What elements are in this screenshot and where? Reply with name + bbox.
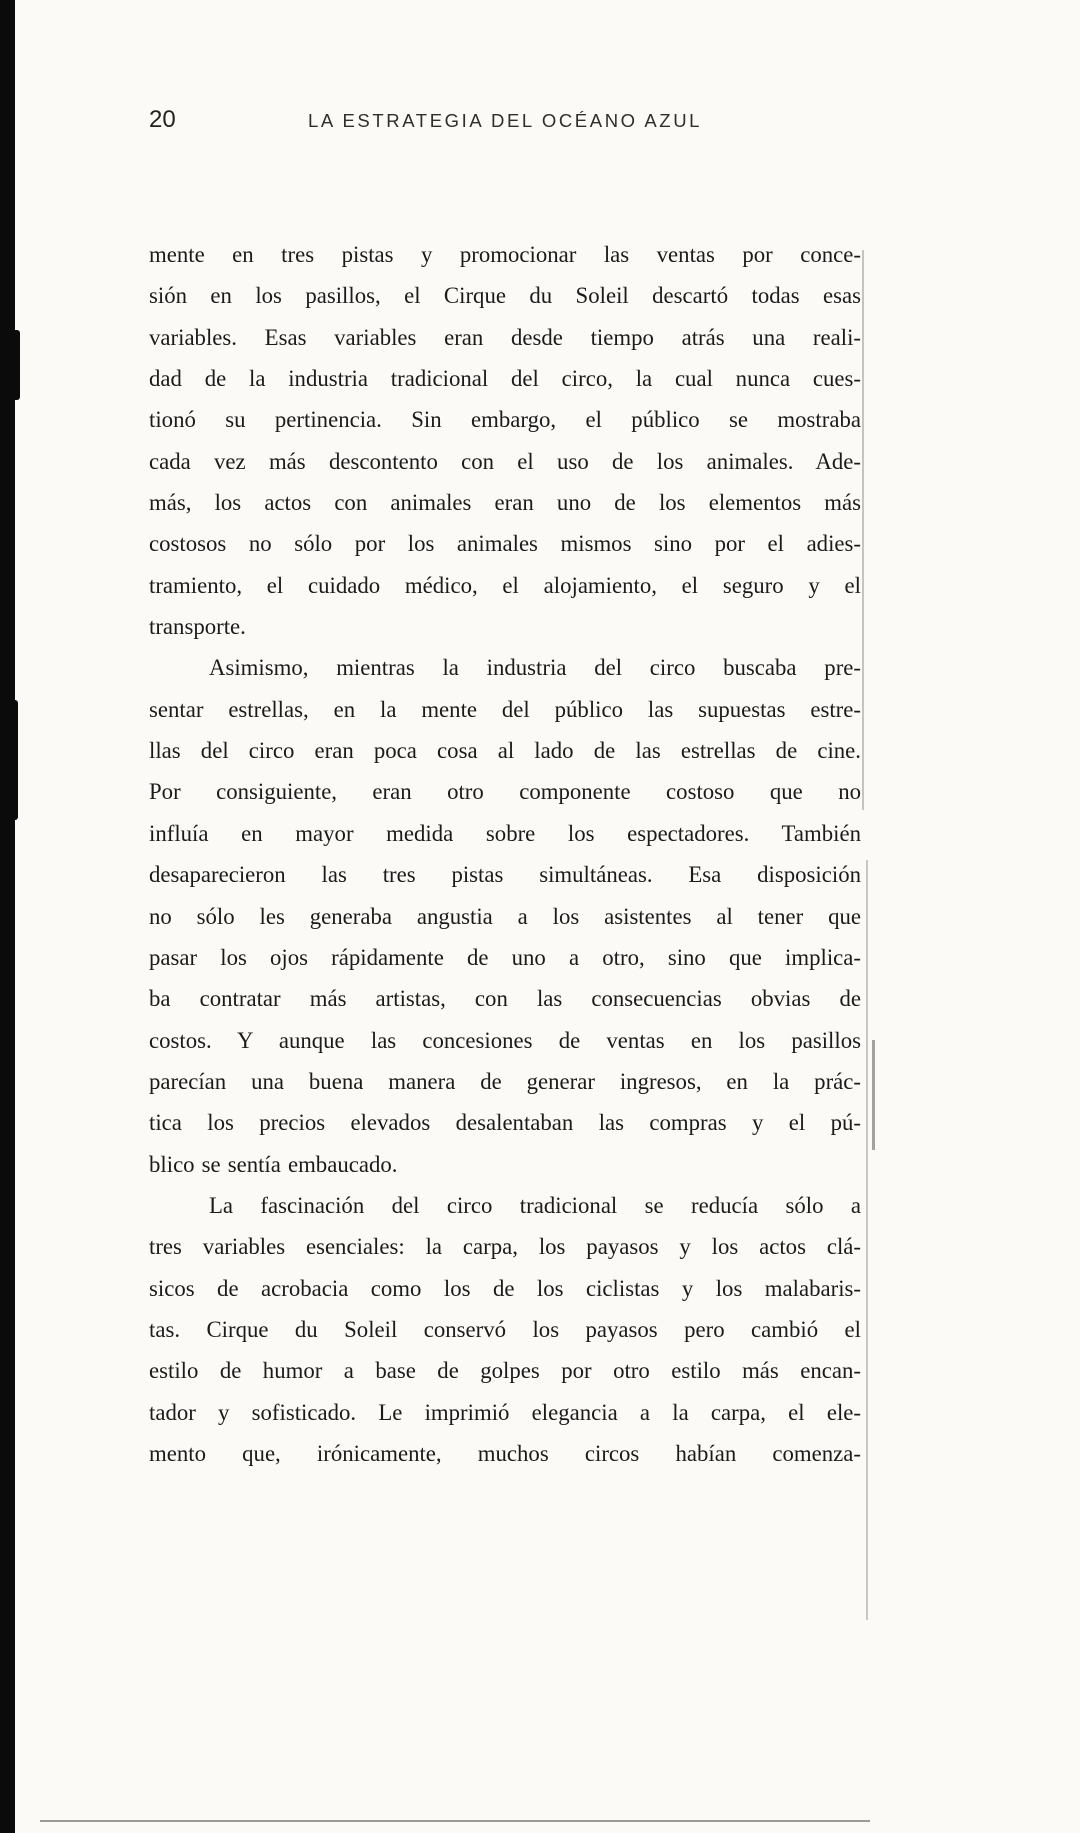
body-text (149, 234, 861, 1474)
scan-artifact-right (872, 1040, 875, 1150)
left-gutter-shadow (0, 0, 15, 1833)
text-line: ba contratar más artistas, con las consecuencias obvias de (149, 986, 861, 1012)
page-header-row (149, 106, 861, 136)
text-line: tionó su pertinencia. Sin embargo, el público se mostraba (149, 407, 861, 433)
text-line: dad de la industria tradicional del circo, la cual nunca cues- (149, 366, 861, 392)
text-line: desaparecieron las tres pistas simultáneas. Esa disposición (149, 862, 861, 888)
page-number: 20 (149, 106, 176, 133)
text-line: sicos de acrobacia como los de los ciclistas y los malabaris- (149, 1275, 861, 1301)
scan-artifact-right (862, 250, 864, 810)
running-header: LA ESTRATEGIA DEL OCÉANO AZUL (307, 110, 703, 131)
text-line: mento que, irónicamente, muchos circos habían comenza- (149, 1440, 861, 1466)
text-line: pasar los ojos rápidamente de uno a otro, sino que implica- (149, 944, 861, 970)
text-line: variables. Esas variables eran desde tiempo atrás una reali- (149, 324, 861, 350)
text-line: tica los precios elevados desalentaban las compras y el pú- (149, 1110, 861, 1136)
text-line: transporte. (149, 614, 246, 640)
text-line: cada vez más descontento con el uso de los animales. Ade- (149, 448, 861, 474)
text-line: blico se sentía embaucado. (149, 1151, 398, 1177)
paragraph (149, 1185, 861, 1474)
text-line: costos. Y aunque las concesiones de ventas en los pasillos (149, 1027, 861, 1053)
text-line: estilo de humor a base de golpes por otro estilo más encan- (149, 1358, 861, 1384)
text-line: La fascinación del circo tradicional se reducía sólo a (209, 1192, 861, 1218)
text-line: mente en tres pistas y promocionar las ventas por conce- (149, 242, 861, 267)
paragraph (149, 234, 861, 647)
scan-artifact-right (866, 860, 868, 1620)
text-line: sentar estrellas, en la mente del público las supuestas estre- (149, 696, 861, 722)
text-line: costosos no sólo por los animales mismos sino por el adies- (149, 531, 861, 557)
scan-artifact-left (0, 700, 18, 820)
text-line: no sólo les generaba angustia a los asistentes al tener que (149, 903, 861, 929)
text-line: llas del circo eran poca cosa al lado de las estrellas de cine. (149, 738, 861, 764)
text-line: Por consiguiente, eran otro componente costoso que no (149, 779, 861, 805)
paragraph (149, 647, 861, 1184)
text-line: tres variables esenciales: la carpa, los payasos y los actos clá- (149, 1234, 861, 1260)
scan-artifact-bottom (40, 1820, 870, 1822)
text-line: más, los actos con animales eran uno de los elementos más (149, 490, 861, 516)
text-line: parecían una buena manera de generar ingresos, en la prác- (149, 1068, 861, 1094)
text-line: sión en los pasillos, el Cirque du Soleil descartó todas esas (149, 283, 861, 309)
text-line: tador y sofisticado. Le imprimió elegancia a la carpa, el ele- (149, 1399, 861, 1425)
text-line: Asimismo, mientras la industria del circo buscaba pre- (209, 655, 861, 681)
text-line: tas. Cirque du Soleil conservó los payasos pero cambió el (149, 1316, 861, 1342)
text-line: influía en mayor medida sobre los espectadores. También (149, 820, 861, 846)
text-line: tramiento, el cuidado médico, el alojamiento, el seguro y el (149, 572, 861, 598)
scan-artifact-left (0, 330, 20, 400)
